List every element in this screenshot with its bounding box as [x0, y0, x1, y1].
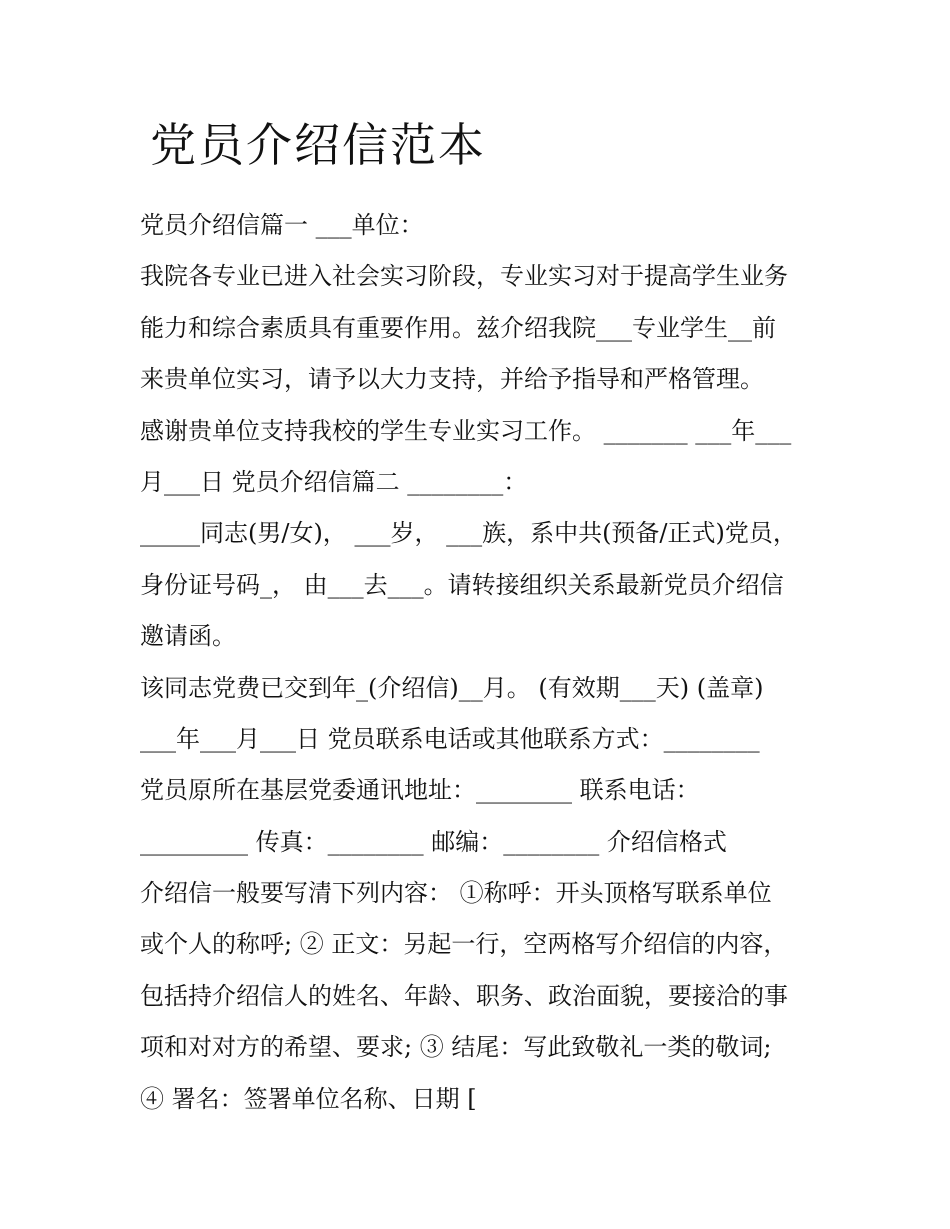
body-line: 身份证号码_， 由___去___。请转接组织关系最新党员介绍信: [140, 570, 784, 599]
body-line: 党员原所在基层党委通讯地址：________ 联系电话：: [140, 776, 700, 805]
body-line: 月___日 党员介绍信篇二 ________：: [140, 467, 528, 496]
body-line: 能力和综合素质具有重要作用。兹介绍我院___专业学生__前: [140, 313, 776, 342]
body-line: 我院各专业已进入社会实习阶段，专业实习对于提高学生业务: [140, 262, 788, 291]
body-line: ___年___月___日 党员联系电话或其他联系方式：________: [140, 724, 760, 753]
document-title: 党员介绍信范本: [150, 118, 486, 172]
body-line: 党员介绍信篇一 ___单位：: [140, 211, 424, 239]
body-line: _________ 传真：________ 邮编：________ 介绍信格式: [140, 827, 727, 856]
body-line: 邀请函。: [140, 622, 236, 651]
body-line: 该同志党费已交到年_(介绍信)__月。 (有效期___天) (盖章): [140, 673, 764, 702]
body-line: 感谢贵单位支持我校的学生专业实习工作。 _______ ___年___: [140, 416, 792, 445]
body-line: _____同志(男/女)， ___岁， ___族，系中共(预备/正式)党员，: [140, 519, 797, 548]
body-line: 项和对对方的希望、要求; ③ 结尾：写此致敬礼一类的敬词;: [140, 1033, 772, 1062]
body-line: 包括持介绍信人的姓名、年龄、职务、政治面貌，要接洽的事: [140, 981, 788, 1010]
body-line: ④ 署名：签署单位名称、日期 [: [140, 1084, 477, 1113]
body-line: 来贵单位实习，请予以大力支持，并给予指导和严格管理。: [140, 365, 764, 394]
body-line: 或个人的称呼; ② 正文：另起一行，空两格写介绍信的内容，: [140, 930, 788, 959]
document-body: [140, 200, 830, 1125]
body-line: 介绍信一般要写清下列内容： ①称呼：开头顶格写联系单位: [140, 879, 772, 908]
